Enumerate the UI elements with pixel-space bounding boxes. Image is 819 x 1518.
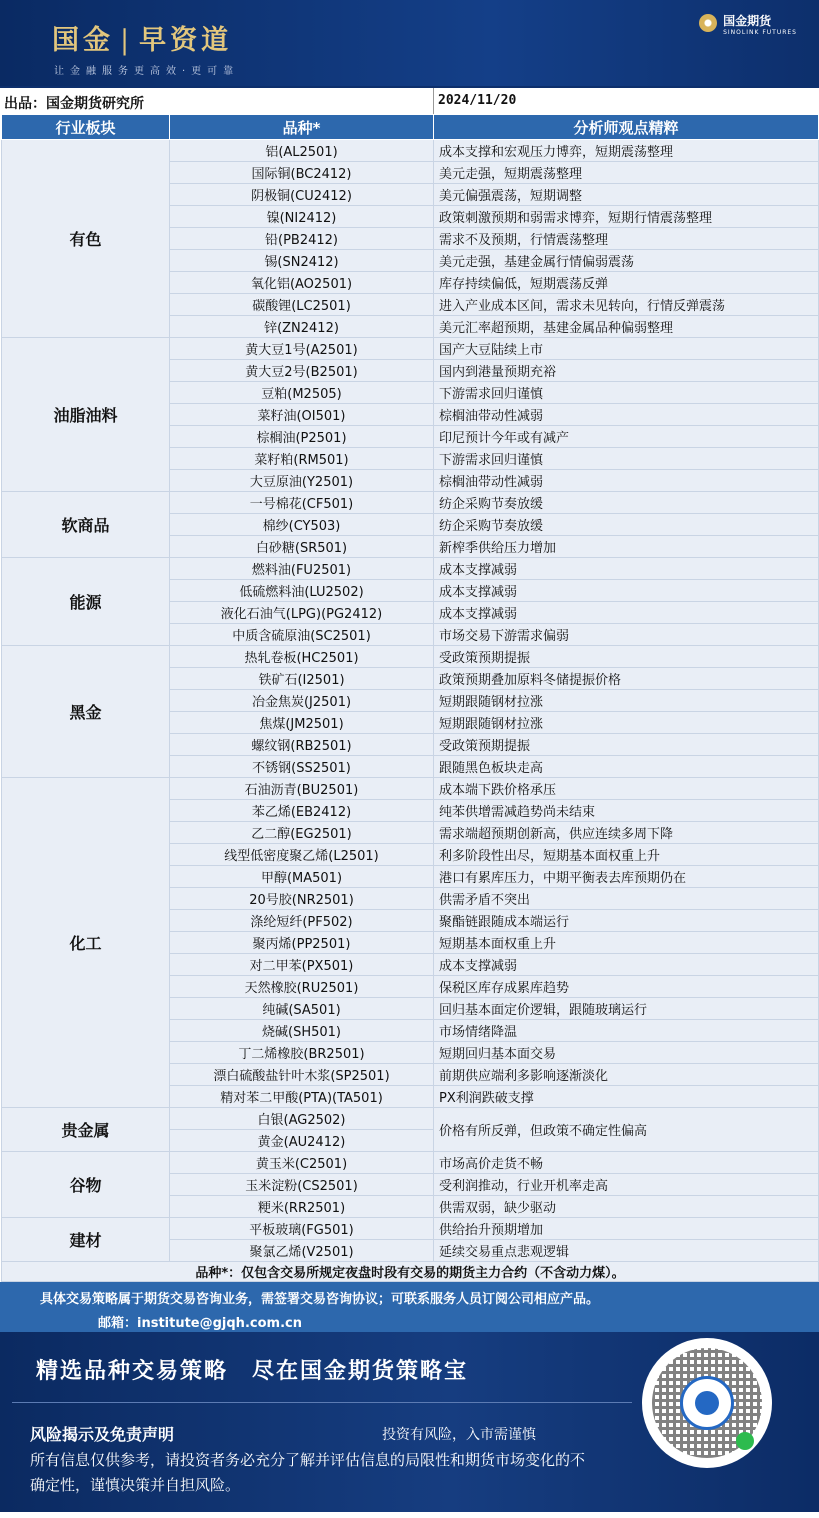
variety-cell: 豆粕(M2505) [170, 382, 434, 404]
variety-cell: 国际铜(BC2412) [170, 162, 434, 184]
variety-cell: 涤纶短纤(PF502) [170, 910, 434, 932]
brand-logo [723, 12, 797, 36]
variety-cell: 丁二烯橡胶(BR2501) [170, 1042, 434, 1064]
logo-separator: | [120, 25, 134, 56]
view-cell: 政策刺激预期和弱需求博弈，短期行情震荡整理 [434, 206, 819, 228]
risk-note: 投资有风险，入市需谨慎 [382, 1427, 536, 1443]
table-row [2, 646, 819, 668]
view-cell: 纺企采购节奏放缓 [434, 514, 819, 536]
variety-cell: 铝(AL2501) [170, 140, 434, 162]
sector-cell: 油脂油料 [2, 338, 170, 492]
view-cell: PX利润跌破支撑 [434, 1086, 819, 1108]
sector-cell: 化工 [2, 778, 170, 1108]
table-row [2, 492, 819, 514]
view-cell: 成本端下跌价格承压 [434, 778, 819, 800]
column-header-variety: 品种* [170, 115, 434, 140]
view-cell: 政策预期叠加原料冬储提振价格 [434, 668, 819, 690]
variety-cell: 粳米(RR2501) [170, 1196, 434, 1218]
variety-cell: 甲醇(MA501) [170, 866, 434, 888]
variety-cell: 棕榈油(P2501) [170, 426, 434, 448]
variety-cell: 石油沥青(BU2501) [170, 778, 434, 800]
sector-cell: 能源 [2, 558, 170, 646]
view-cell: 新榨季供给压力增加 [434, 536, 819, 558]
view-cell: 港口有累库压力，中期平衡表去库预期仍在 [434, 866, 819, 888]
variety-cell: 碳酸锂(LC2501) [170, 294, 434, 316]
view-cell: 棕榈油带动性减弱 [434, 470, 819, 492]
variety-cell: 冶金焦炭(J2501) [170, 690, 434, 712]
footer-banner [0, 1332, 819, 1512]
variety-cell: 精对苯二甲酸(PTA)(TA501) [170, 1086, 434, 1108]
view-cell: 跟随黑色板块走高 [434, 756, 819, 778]
variety-cell: 热轧卷板(HC2501) [170, 646, 434, 668]
view-cell: 国内到港量预期充裕 [434, 360, 819, 382]
variety-cell: 黄金(AU2412) [170, 1130, 434, 1152]
view-cell: 美元走强，短期震荡整理 [434, 162, 819, 184]
view-cell: 棕榈油带动性减弱 [434, 404, 819, 426]
variety-cell: 漂白硫酸盐针叶木浆(SP2501) [170, 1064, 434, 1086]
risk-title: 风险揭示及免责声明 [30, 1425, 175, 1444]
table-body [2, 140, 819, 1262]
variety-cell: 中质含硫原油(SC2501) [170, 624, 434, 646]
view-cell: 供需双弱，缺少驱动 [434, 1196, 819, 1218]
view-cell: 成本支撑减弱 [434, 558, 819, 580]
table-row [2, 338, 819, 360]
sector-cell: 黑金 [2, 646, 170, 778]
variety-cell: 锡(SN2412) [170, 250, 434, 272]
slogan: 让金融服务更高效·更可靠 [54, 66, 240, 77]
notice-text: 具体交易策略属于期货交易咨询业务，需签署交易咨询协议；可联系服务人员订阅公司相应产品。 [40, 1292, 600, 1307]
view-cell: 短期跟随钢材拉涨 [434, 690, 819, 712]
table-header-row [2, 115, 819, 140]
footnote: 品种*：仅包含交易所规定夜盘时段有交易的期货主力合约（不含动力煤）。 [2, 1262, 819, 1282]
variety-cell: 烧碱(SH501) [170, 1020, 434, 1042]
header-banner [0, 0, 819, 86]
promo-headline: 精选品种交易策略 尽在国金期货策略宝 [36, 1358, 469, 1384]
view-cell: 成本支撑减弱 [434, 954, 819, 976]
wechat-icon [736, 1432, 754, 1450]
variety-cell: 菜籽粕(RM501) [170, 448, 434, 470]
footer-divider [12, 1402, 632, 1403]
view-cell: 短期回归基本面交易 [434, 1042, 819, 1064]
variety-cell: 低硫燃料油(LU2502) [170, 580, 434, 602]
table-row [2, 140, 819, 162]
table-row [2, 1152, 819, 1174]
view-cell: 库存持续偏低，短期震荡反弹 [434, 272, 819, 294]
view-cell: 纯苯供增需减趋势尚未结束 [434, 800, 819, 822]
view-cell: 受政策预期提振 [434, 646, 819, 668]
app-logo-icon [680, 1376, 734, 1430]
source-label: 出品：国金期货研究所 [4, 96, 144, 112]
view-cell: 国产大豆陆续上市 [434, 338, 819, 360]
view-cell: 需求不及预期，行情震荡整理 [434, 228, 819, 250]
view-cell: 受政策预期提振 [434, 734, 819, 756]
brand-name-en: SINOLINK FUTURES [723, 29, 797, 36]
table-row [2, 1108, 819, 1130]
view-cell: 前期供应端利多影响逐渐淡化 [434, 1064, 819, 1086]
variety-cell: 平板玻璃(FG501) [170, 1218, 434, 1240]
view-cell: 成本支撑减弱 [434, 602, 819, 624]
view-cell: 市场高价走货不畅 [434, 1152, 819, 1174]
variety-cell: 镍(NI2412) [170, 206, 434, 228]
view-cell: 纺企采购节奏放缓 [434, 492, 819, 514]
variety-cell: 大豆原油(Y2501) [170, 470, 434, 492]
strategy-table [1, 114, 819, 1282]
report-date: 2024/11/20 [438, 93, 517, 108]
variety-cell: 液化石油气(LPG)(PG2412) [170, 602, 434, 624]
view-cell: 回归基本面定价逻辑，跟随玻璃运行 [434, 998, 819, 1020]
variety-cell: 不锈钢(SS2501) [170, 756, 434, 778]
variety-cell: 棉纱(CY503) [170, 514, 434, 536]
variety-cell: 苯乙烯(EB2412) [170, 800, 434, 822]
column-header-view: 分析师观点精粹 [434, 115, 819, 140]
view-cell: 供需矛盾不突出 [434, 888, 819, 910]
variety-cell: 黄大豆2号(B2501) [170, 360, 434, 382]
logo-name: 早资道 [139, 25, 233, 56]
view-cell: 受利润推动，行业开机率走高 [434, 1174, 819, 1196]
contact-email: 邮箱：institute@gjqh.com.cn [98, 1316, 302, 1331]
variety-cell: 铅(PB2412) [170, 228, 434, 250]
view-cell: 市场交易下游需求偏弱 [434, 624, 819, 646]
variety-cell: 焦煤(JM2501) [170, 712, 434, 734]
view-cell: 进入产业成本区间，需求未见转向，行情反弹震荡 [434, 294, 819, 316]
view-cell: 价格有所反弹，但政策不确定性偏高 [434, 1108, 819, 1152]
table-row [2, 1218, 819, 1240]
risk-disclaimer: 所有信息仅供参考，请投资者务必充分了解并评估信息的局限性和期货市场变化的不确定性，谨慎决策并自担风险。 [30, 1451, 586, 1494]
variety-cell: 螺纹钢(RB2501) [170, 734, 434, 756]
table-row [2, 558, 819, 580]
view-cell: 短期跟随钢材拉涨 [434, 712, 819, 734]
view-cell: 印尼预计今年或有减产 [434, 426, 819, 448]
variety-cell: 纯碱(SA501) [170, 998, 434, 1020]
variety-cell: 一号棉花(CF501) [170, 492, 434, 514]
view-cell: 市场情绪降温 [434, 1020, 819, 1042]
note-row [2, 1262, 819, 1282]
view-cell: 利多阶段性出尽，短期基本面权重上升 [434, 844, 819, 866]
variety-cell: 黄玉米(C2501) [170, 1152, 434, 1174]
sector-cell: 贵金属 [2, 1108, 170, 1152]
variety-cell: 燃料油(FU2501) [170, 558, 434, 580]
divider [433, 88, 434, 114]
variety-cell: 氧化铝(AO2501) [170, 272, 434, 294]
variety-cell: 天然橡胶(RU2501) [170, 976, 434, 998]
sector-cell: 软商品 [2, 492, 170, 558]
view-cell: 聚酯链跟随成本端运行 [434, 910, 819, 932]
variety-cell: 聚氯乙烯(V2501) [170, 1240, 434, 1262]
view-cell: 保税区库存成累库趋势 [434, 976, 819, 998]
sector-cell: 谷物 [2, 1152, 170, 1218]
variety-cell: 锌(ZN2412) [170, 316, 434, 338]
view-cell: 美元偏强震荡，短期调整 [434, 184, 819, 206]
brand-mark-icon [699, 14, 717, 32]
variety-cell: 乙二醇(EG2501) [170, 822, 434, 844]
variety-cell: 白银(AG2502) [170, 1108, 434, 1130]
sector-cell: 建材 [2, 1218, 170, 1262]
view-cell: 下游需求回归谨慎 [434, 448, 819, 470]
variety-cell: 菜籽油(OI501) [170, 404, 434, 426]
view-cell: 需求端超预期创新高，供应连续多周下降 [434, 822, 819, 844]
view-cell: 延续交易重点悲观逻辑 [434, 1240, 819, 1262]
table-row [2, 778, 819, 800]
variety-cell: 铁矿石(I2501) [170, 668, 434, 690]
column-header-sector: 行业板块 [2, 115, 170, 140]
variety-cell: 对二甲苯(PX501) [170, 954, 434, 976]
variety-cell: 20号胶(NR2501) [170, 888, 434, 910]
view-cell: 成本支撑减弱 [434, 580, 819, 602]
view-cell: 下游需求回归谨慎 [434, 382, 819, 404]
source-bar [0, 86, 819, 114]
variety-cell: 阴极铜(CU2412) [170, 184, 434, 206]
view-cell: 供给抬升预期增加 [434, 1218, 819, 1240]
logo-cn: 国金 [52, 25, 114, 56]
variety-cell: 黄大豆1号(A2501) [170, 338, 434, 360]
variety-cell: 聚丙烯(PP2501) [170, 932, 434, 954]
variety-cell: 线型低密度聚乙烯(L2501) [170, 844, 434, 866]
app-logo [52, 18, 232, 57]
view-cell: 成本支撑和宏观压力博弈，短期震荡整理 [434, 140, 819, 162]
view-cell: 短期基本面权重上升 [434, 932, 819, 954]
variety-cell: 玉米淀粉(CS2501) [170, 1174, 434, 1196]
brand-name: 国金期货 [723, 14, 772, 28]
sector-cell: 有色 [2, 140, 170, 338]
view-cell: 美元汇率超预期，基建金属品种偏弱整理 [434, 316, 819, 338]
variety-cell: 白砂糖(SR501) [170, 536, 434, 558]
view-cell: 美元走强，基建金属行情偏弱震荡 [434, 250, 819, 272]
mini-program-qr-code[interactable] [642, 1338, 772, 1468]
subscription-notice [0, 1282, 819, 1332]
